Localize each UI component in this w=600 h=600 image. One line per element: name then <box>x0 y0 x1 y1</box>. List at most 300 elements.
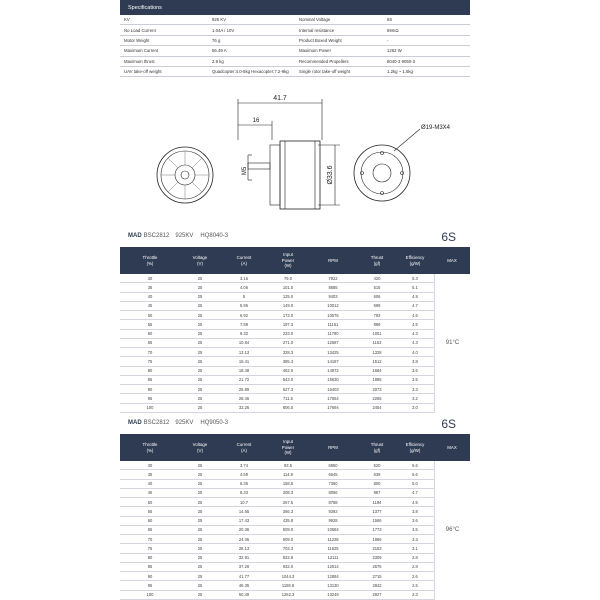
table-row <box>120 554 434 563</box>
table-cell: 8685 <box>328 284 338 290</box>
table-cell: 2715 <box>372 573 382 579</box>
max-temperature: 91°C <box>434 274 470 413</box>
table-cell: 703.3 <box>282 545 294 551</box>
table-cell: 3.5 <box>412 377 418 383</box>
table-cell: 4.5 <box>412 499 418 505</box>
spec-label: Motor Weight <box>124 37 150 43</box>
spec-label: KV <box>124 17 130 23</box>
spec-label: Maximum thrust <box>124 58 155 64</box>
table-cell: 822.8 <box>282 555 294 561</box>
table-cell: 1773 <box>372 527 382 533</box>
performance-brand: MAD <box>128 420 142 426</box>
performance-model: BSC2812 <box>143 420 170 426</box>
table-row <box>120 526 434 535</box>
table-row <box>120 563 434 572</box>
table-cell: 25 <box>197 555 203 561</box>
column-header: Current (A) <box>236 441 252 453</box>
table-row <box>120 591 434 600</box>
dim-shaft-label: M5 <box>242 166 248 176</box>
table-cell: 9403 <box>328 294 338 300</box>
performance-header-row <box>120 247 470 274</box>
table-cell: 17694 <box>327 405 339 411</box>
spec-row <box>120 67 470 77</box>
table-cell: 1153 <box>372 340 382 346</box>
table-cell: 79.0 <box>284 275 292 281</box>
table-cell: 3.0 <box>412 405 418 411</box>
table-cell: 2073 <box>372 386 382 392</box>
table-cell: 627.3 <box>282 386 294 392</box>
table-cell: 25 <box>197 508 203 514</box>
table-cell: 5.6 <box>412 471 418 477</box>
table-cell: 25 <box>197 284 203 290</box>
spec-row <box>120 46 470 56</box>
spec-value: 76 g <box>212 37 221 43</box>
table-cell: 25 <box>197 321 203 327</box>
table-cell: 6.36 <box>240 481 248 487</box>
table-cell: 4.5 <box>412 321 418 327</box>
spec-value: - <box>387 37 389 43</box>
table-cell: 13425 <box>327 349 339 355</box>
table-row <box>120 572 434 581</box>
spec-label: UAV take-off weight <box>124 69 162 75</box>
table-cell: 95 <box>147 582 153 588</box>
column-header: Throttle (%) <box>142 254 158 266</box>
table-cell: 50 <box>147 499 153 505</box>
column-header: MAX <box>447 257 457 263</box>
table-cell: 3.16 <box>240 275 248 281</box>
table-cell: 21.72 <box>238 377 250 383</box>
table-row <box>120 480 434 489</box>
table-cell: 101.5 <box>282 284 294 290</box>
table-cell: 80 <box>147 368 153 374</box>
table-cell: 639 <box>373 471 381 477</box>
table-cell: 6.92 <box>240 312 248 318</box>
table-cell: 37.28 <box>238 564 250 570</box>
table-row <box>120 339 434 348</box>
table-cell: 25 <box>197 490 203 496</box>
table-cell: 2842 <box>372 582 382 588</box>
table-cell: 2927 <box>372 592 382 598</box>
column-header: Throttle (%) <box>142 441 158 453</box>
dim-length-label: 41.7 <box>273 95 287 102</box>
table-cell: 11625 <box>327 545 339 551</box>
table-cell: 15630 <box>327 377 339 383</box>
table-cell: 55 <box>147 508 153 514</box>
spec-value: 69mΩ <box>387 27 399 33</box>
table-row <box>120 489 434 498</box>
table-cell: 12514 <box>327 564 339 570</box>
table-cell: 2454 <box>372 405 382 411</box>
table-cell: 2.5 <box>412 582 418 588</box>
spec-label: Maximum Current <box>124 48 159 54</box>
table-cell: 60 <box>147 518 153 524</box>
table-cell: 13.13 <box>238 349 250 355</box>
table-row <box>120 367 434 376</box>
column-header: Efficiency (g/W) <box>405 254 425 266</box>
specifications-header <box>120 0 470 15</box>
table-cell: 10.7 <box>240 499 248 505</box>
spec-label: No Load Current <box>124 27 156 33</box>
table-cell: 2.8 <box>412 564 418 570</box>
table-cell: 11151 <box>327 321 339 327</box>
column-header: RPM <box>328 444 338 450</box>
table-row <box>120 357 434 366</box>
table-row <box>120 394 434 403</box>
table-cell: 7360 <box>328 481 338 487</box>
table-row <box>120 283 434 292</box>
table-cell: 2309 <box>372 555 382 561</box>
table-cell: 14972 <box>327 368 339 374</box>
column-header: Input Power (W) <box>281 251 295 269</box>
table-cell: 95 <box>147 395 153 401</box>
table-cell: 11228 <box>327 536 339 542</box>
table-cell: 65 <box>147 340 153 346</box>
table-cell: 17064 <box>327 395 339 401</box>
table-row <box>120 376 434 385</box>
table-cell: 1001 <box>372 331 382 337</box>
table-cell: 158.5 <box>282 481 294 487</box>
performance-prop: HQ9050-3 <box>200 420 229 426</box>
table-cell: 7922 <box>328 275 338 281</box>
spec-row <box>120 57 470 67</box>
table-cell: 100 <box>146 405 154 411</box>
table-cell: 70 <box>147 536 153 542</box>
table-cell: 30 <box>147 275 153 281</box>
table-cell: 28.46 <box>238 395 250 401</box>
table-cell: 32.26 <box>238 405 250 411</box>
table-cell: 25 <box>197 294 203 300</box>
table-row <box>120 302 434 311</box>
table-cell: 93.5 <box>284 462 292 468</box>
table-cell: 1262.3 <box>281 592 295 598</box>
table-cell: 1986 <box>372 536 382 542</box>
table-cell: 4.7 <box>412 490 418 496</box>
table-cell: 10012 <box>327 303 339 309</box>
table-cell: 3.3 <box>412 536 418 542</box>
table-cell: 2265 <box>372 395 382 401</box>
table-row <box>120 293 434 302</box>
table-cell: 509.0 <box>282 527 294 533</box>
table-cell: 520 <box>373 462 381 468</box>
spec-label: Internal resistance <box>299 27 335 33</box>
table-cell: 328.3 <box>282 349 294 355</box>
table-row <box>120 348 434 357</box>
table-cell: 90 <box>147 573 153 579</box>
table-row <box>120 507 434 516</box>
table-row <box>120 320 434 329</box>
table-cell: 28.13 <box>238 545 250 551</box>
table-cell: 793 <box>373 312 381 318</box>
table-cell: 17.43 <box>238 518 250 524</box>
table-cell: 60 <box>147 331 153 337</box>
spec-label: Product Boxed Weight <box>299 37 342 43</box>
table-cell: 609.0 <box>282 536 294 542</box>
table-row <box>120 517 434 526</box>
table-cell: 2.6 <box>412 573 418 579</box>
performance-model: BSC2812 <box>143 233 170 239</box>
table-cell: 25 <box>197 499 203 505</box>
table-cell: 25 <box>197 395 203 401</box>
table-cell: 2575 <box>372 564 382 570</box>
table-row <box>120 274 434 283</box>
column-header: Thrust (gf) <box>370 441 384 453</box>
table-cell: 5.0 <box>412 481 418 487</box>
table-cell: 5.96 <box>240 303 248 309</box>
table-cell: 55 <box>147 321 153 327</box>
table-cell: 12111 <box>327 555 339 561</box>
spec-row <box>120 25 470 35</box>
table-cell: 8.33 <box>240 490 248 496</box>
table-cell: 25 <box>197 405 203 411</box>
table-cell: 435.8 <box>282 518 294 524</box>
table-cell: 30 <box>147 462 153 468</box>
table-cell: 197.3 <box>282 321 294 327</box>
table-cell: 25 <box>197 340 203 346</box>
specifications-table <box>120 15 470 77</box>
table-cell: 1044.3 <box>281 573 295 579</box>
column-header: Current (A) <box>236 254 252 266</box>
table-cell: 90 <box>147 386 153 392</box>
table-cell: 25 <box>197 303 203 309</box>
table-cell: 50.49 <box>238 592 250 598</box>
spec-value: 8040-3 9050-3 <box>387 58 415 64</box>
spec-value: 1.04A / 10V <box>212 27 235 33</box>
table-cell: 15.41 <box>238 358 250 364</box>
table-cell: 385.3 <box>282 358 294 364</box>
table-cell: 13249 <box>327 592 339 598</box>
table-cell: 25 <box>197 368 203 374</box>
table-cell: 3.74 <box>240 462 248 468</box>
table-cell: 40 <box>147 294 153 300</box>
table-cell: 4.3 <box>412 331 418 337</box>
table-cell: 5.3 <box>412 275 418 281</box>
table-row <box>120 535 434 544</box>
table-cell: 3.6 <box>412 518 418 524</box>
spec-value: Quadcopter:4.0-5kg Hexacopter:7.2-9kg <box>212 69 289 75</box>
table-cell: 2153 <box>372 545 382 551</box>
table-row <box>120 311 434 320</box>
table-cell: 699 <box>373 303 381 309</box>
table-cell: 10576 <box>327 312 339 318</box>
table-cell: 85 <box>147 564 153 570</box>
table-cell: 25 <box>197 582 203 588</box>
performance-voltage: 6S <box>441 230 456 244</box>
table-cell: 25 <box>197 358 203 364</box>
table-cell: 1885 <box>372 377 382 383</box>
table-cell: 2.3 <box>412 592 418 598</box>
table-cell: 3.2 <box>412 395 418 401</box>
table-cell: 25 <box>197 592 203 598</box>
table-cell: 46.35 <box>238 582 250 588</box>
table-cell: 7.89 <box>240 321 248 327</box>
table-cell: 1684 <box>372 368 382 374</box>
table-cell: 3.5 <box>412 527 418 533</box>
table-cell: 12587 <box>327 340 339 346</box>
table-cell: 806.5 <box>282 405 294 411</box>
table-cell: 25 <box>197 481 203 487</box>
table-cell: 271.0 <box>282 340 294 346</box>
table-cell: 11780 <box>327 331 339 337</box>
table-cell: 2.8 <box>412 555 418 561</box>
table-cell: 70 <box>147 349 153 355</box>
spec-value: 2.9 kg <box>212 58 224 64</box>
table-cell: 125.0 <box>282 294 294 300</box>
table-cell: 24.36 <box>238 536 250 542</box>
table-cell: 32.91 <box>238 555 250 561</box>
table-cell: 45 <box>147 490 153 496</box>
table-cell: 9392 <box>328 508 338 514</box>
spec-label: Nominal Voltage <box>299 17 331 23</box>
table-cell: 10.84 <box>238 340 250 346</box>
table-cell: 5.1 <box>412 284 418 290</box>
table-cell: 8788 <box>328 499 338 505</box>
table-cell: 25 <box>197 545 203 551</box>
spec-value: 925 KV <box>212 17 227 23</box>
performance-kv: 925KV <box>175 420 194 426</box>
table-cell: 4.06 <box>240 284 248 290</box>
table-cell: 50 <box>147 312 153 318</box>
table-cell: 18.48 <box>238 368 250 374</box>
table-cell: 606 <box>373 294 381 300</box>
table-cell: 3.8 <box>412 508 418 514</box>
table-cell: 889 <box>373 321 381 327</box>
spec-value: 1262 W <box>387 48 402 54</box>
table-row <box>120 498 434 507</box>
table-cell: 800 <box>373 481 381 487</box>
spec-row <box>120 36 470 46</box>
table-cell: 25 <box>197 536 203 542</box>
spec-label: Single rotor take-off weight <box>299 69 351 75</box>
table-cell: 1158.8 <box>281 582 295 588</box>
table-cell: 25 <box>197 573 203 579</box>
table-cell: 4.0 <box>412 349 418 355</box>
table-cell: 14187 <box>327 358 339 364</box>
table-cell: 25 <box>197 275 203 281</box>
performance-table-8040 <box>120 225 470 413</box>
table-cell: 5.6 <box>412 462 418 468</box>
column-header: Voltage (V) <box>192 441 208 453</box>
table-cell: 1566 <box>372 518 382 524</box>
table-row <box>120 470 434 479</box>
spec-label: Recommended Propellers <box>299 58 349 64</box>
dim-diameter-label: Ø33.6 <box>327 165 334 185</box>
table-cell: 515 <box>373 284 381 290</box>
table-row <box>120 385 434 394</box>
table-cell: 543.0 <box>282 377 294 383</box>
table-cell: 65 <box>147 527 153 533</box>
table-cell: 75 <box>147 358 153 364</box>
dim-mount-label: Ø19-M3X4 <box>421 125 451 131</box>
table-cell: 8056 <box>328 490 338 496</box>
spec-value: 56.49 A <box>212 48 227 54</box>
table-cell: 25 <box>197 331 203 337</box>
table-cell: 45 <box>147 303 153 309</box>
table-cell: 35 <box>147 471 153 477</box>
table-cell: 25 <box>197 377 203 383</box>
table-cell: 4.7 <box>412 303 418 309</box>
table-cell: 173.0 <box>282 312 294 318</box>
table-cell: 25 <box>197 312 203 318</box>
table-cell: 149.0 <box>282 303 294 309</box>
table-cell: 20.36 <box>238 527 250 533</box>
table-cell: 3.3 <box>412 386 418 392</box>
table-cell: 366.3 <box>282 508 294 514</box>
table-cell: 14.65 <box>238 508 250 514</box>
table-cell: 711.5 <box>283 395 293 401</box>
table-cell: 4.3 <box>412 340 418 346</box>
table-cell: 35 <box>147 284 153 290</box>
table-cell: 100 <box>146 592 154 598</box>
table-cell: 4.9 <box>412 294 418 300</box>
table-cell: 25 <box>197 518 203 524</box>
table-cell: 1328 <box>372 349 382 355</box>
table-cell: 25 <box>197 564 203 570</box>
spec-label: Maximum Power <box>299 48 331 54</box>
table-cell: 25 <box>197 349 203 355</box>
table-cell: 3.6 <box>412 368 418 374</box>
table-cell: 3.1 <box>412 545 418 551</box>
table-cell: 1194 <box>372 499 382 505</box>
table-cell: 987 <box>373 490 381 496</box>
table-cell: 9928 <box>328 518 338 524</box>
table-cell: 25 <box>197 471 203 477</box>
table-cell: 6645 <box>328 471 338 477</box>
table-cell: 13130 <box>327 582 339 588</box>
table-cell: 16403 <box>327 386 339 392</box>
table-cell: 25 <box>197 462 203 468</box>
performance-kv: 925KV <box>175 233 194 239</box>
column-header: MAX <box>447 444 457 450</box>
column-header: RPM <box>328 257 338 263</box>
table-cell: 208.3 <box>282 490 294 496</box>
performance-title <box>120 225 470 247</box>
table-cell: 114.8 <box>283 471 293 477</box>
table-cell: 9.32 <box>240 331 248 337</box>
dim-16-label: 16 <box>252 118 260 124</box>
table-cell: 41.77 <box>238 573 250 579</box>
table-cell: 932.0 <box>282 564 294 570</box>
table-cell: 25.89 <box>238 386 250 392</box>
table-cell: 80 <box>147 555 153 561</box>
table-cell: 40 <box>147 481 153 487</box>
table-row <box>120 581 434 590</box>
table-cell: 10684 <box>327 527 339 533</box>
column-header: Input Power (W) <box>281 438 295 456</box>
table-cell: 4.6 <box>412 312 418 318</box>
table-cell: 85 <box>147 377 153 383</box>
table-cell: 75 <box>147 545 153 551</box>
table-cell: 420 <box>373 275 381 281</box>
spec-value: 6S <box>387 17 393 23</box>
performance-voltage: 6S <box>441 417 456 431</box>
spec-row <box>120 15 470 25</box>
table-cell: 3.8 <box>412 358 418 364</box>
column-header: Efficiency (g/W) <box>405 441 425 453</box>
performance-header-row <box>120 434 470 461</box>
performance-prop: HQ8040-3 <box>200 233 229 239</box>
performance-table-9050 <box>120 412 470 600</box>
specifications-title: Specifications <box>128 5 162 11</box>
table-cell: 462.0 <box>282 368 294 374</box>
table-cell: 12884 <box>327 573 339 579</box>
table-cell: 233.0 <box>282 331 294 337</box>
performance-title <box>120 412 470 434</box>
table-row <box>120 330 434 339</box>
table-cell: 1512 <box>372 358 382 364</box>
table-cell: 25 <box>197 527 203 533</box>
table-cell: 4.59 <box>240 471 248 477</box>
table-cell: 267.5 <box>282 499 294 505</box>
